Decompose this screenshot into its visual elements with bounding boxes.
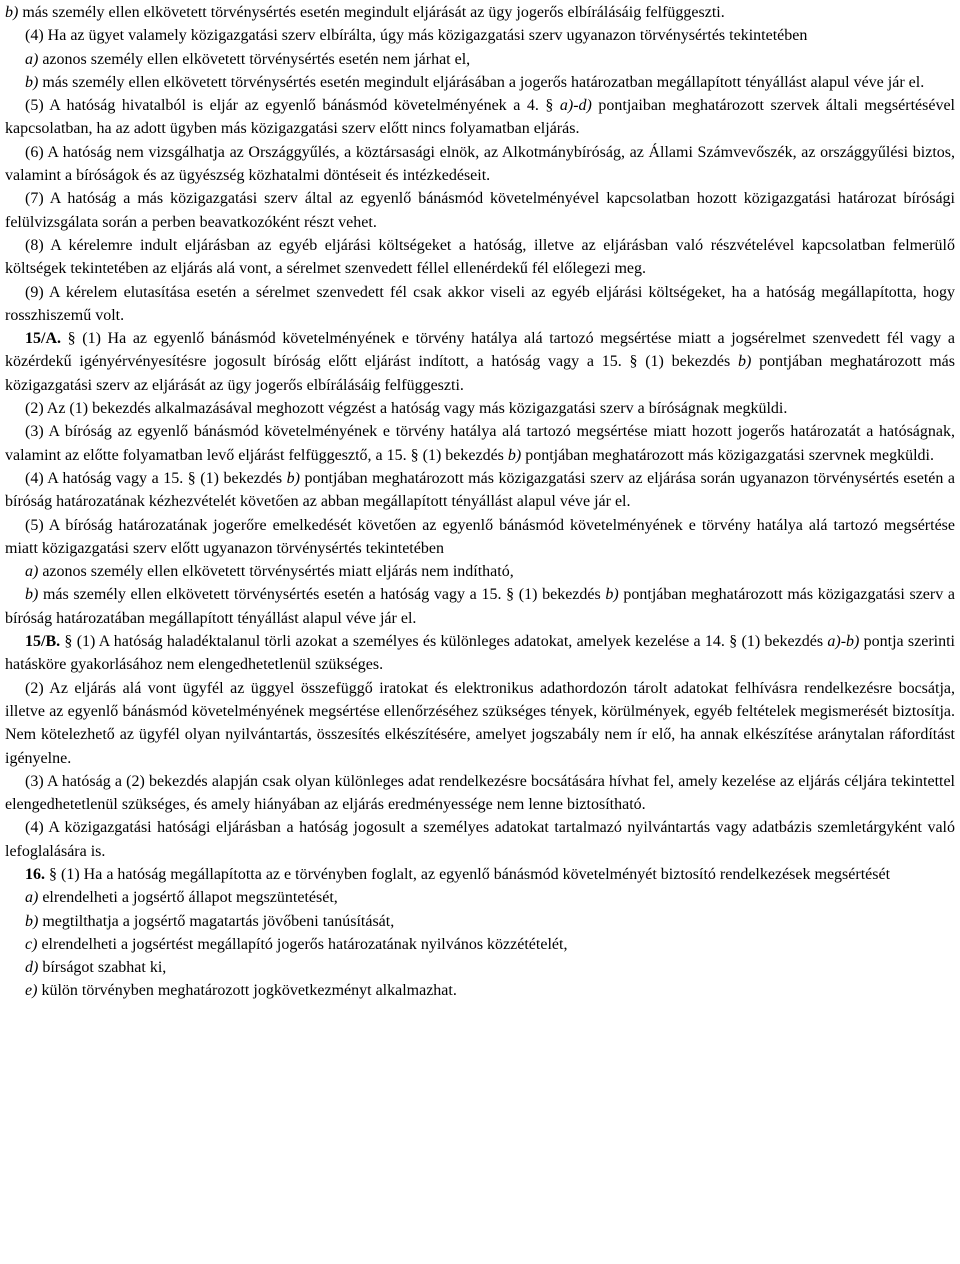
paragraph [5, 677, 955, 770]
paragraph [5, 281, 955, 328]
paragraph-text: más személy ellen elkövetett törvénysértés esetén megindult eljárásában a jogerős határozatban megállapított tényállást alapul véve jár el. [38, 73, 925, 91]
paragraph-text: pontjaiban meghatározott szervek általi megsértésével kapcsolatban, ha az adott ügyben más közigazgatási szerv előtt nincs folyamatban eljárás. [5, 97, 955, 138]
paragraph [5, 48, 955, 71]
point-label: d) [25, 959, 39, 977]
paragraph [5, 514, 955, 561]
paragraph [5, 94, 955, 141]
paragraph [5, 956, 955, 979]
paragraph-text: (7) A hatóság a más közigazgatási szerv által az egyenlő bánásmód követelményével kapcsolatban hozott közigazgatási határozat bírósági felülvizsgálata során a perben beavatkozóként részt vehet. [5, 190, 955, 231]
paragraph-text: pontjában meghatározott más közigazgatási szerv a bíróság határozatában megállapított tényállást alapul véve jár el. [5, 586, 956, 627]
point-label: a) [25, 889, 39, 907]
paragraph-text: (4) Ha az ügyet valamely közigazgatási szerv elbírálta, úgy más közigazgatási szerv ugyanazon törvénysértés tekintetében [25, 27, 808, 45]
point-label: b) [25, 586, 39, 604]
paragraph [5, 630, 955, 677]
paragraph [5, 560, 955, 583]
paragraph-text: (5) A bíróság határozatának jogerőre emelkedését követően az egyenlő bánásmód követelményének e törvény hatálya alá tartozó megsértése miatt közigazgatási szerv előtt ugyanazon törvénysértés tekintetében [5, 516, 955, 557]
paragraph-text: pontjában meghatározott más közigazgatási szervnek megküldi. [521, 446, 934, 464]
point-label: a) [25, 50, 39, 68]
paragraph [5, 1, 955, 24]
paragraph-text: bírságot szabhat ki, [38, 959, 167, 977]
point-label: b) [286, 469, 300, 487]
paragraph-text: § (1) Ha az egyenlő bánásmód követelményének e törvény hatálya alá tartozó megsértése miatt a jogsérelmet szenvedett fél vagy a közérdekű igényérvényesítésre jogosult bíróság előtt eljárást indított, a hatóság vagy a 15. § (1) bekezdés [5, 330, 955, 371]
paragraph [5, 141, 955, 188]
point-label: b) [507, 446, 522, 464]
point-label: b) [605, 586, 619, 604]
point-label: a) [25, 563, 39, 581]
paragraph-text: más személy ellen elkövetett törvénysértés esetén a hatóság vagy a 15. § (1) bekezdés [38, 586, 606, 604]
paragraph [5, 71, 955, 94]
paragraph [5, 770, 955, 817]
paragraph [5, 467, 955, 514]
paragraph [5, 933, 955, 956]
paragraph [5, 863, 955, 886]
paragraph-text: pontjában meghatározott más közigazgatási szerv az eljárása során ugyanazon törvénysértés esetén a bíróság határozatának kézhezvételét követően az abban megállapított tényállást alapul véve jár el. [5, 469, 956, 511]
paragraph-text: (2) Az (1) bekezdés alkalmazásával meghozott végzést a hatóság vagy más közigazgatási szerv a bíróságnak megküldi. [25, 400, 788, 418]
paragraph-text: (9) A kérelem elutasítása esetén a sérelmet szenvedett fél csak akkor viseli az egyéb eljárási költségeket, ha a hatóság megállapította, hogy rosszhiszemű volt. [5, 283, 955, 324]
paragraph [5, 234, 955, 281]
paragraph-text: elrendelheti a jogsértést megállapító jogerős határozatának nyilvános közzétételét, [37, 935, 568, 953]
paragraph [5, 910, 955, 933]
paragraph-text: § (1) A hatóság haladéktalanul törli azokat a személyes és különleges adatokat, amelyek kezelése a 14. § (1) bekezdés [60, 633, 828, 651]
point-label: c) [25, 935, 38, 953]
paragraph [5, 24, 955, 47]
paragraph-text: (5) A hatóság hivatalból is eljár az egyenlő bánásmód követelményének a 4. § [25, 97, 560, 115]
paragraph [5, 816, 955, 863]
paragraph [5, 327, 955, 397]
point-label: b) [5, 4, 19, 21]
paragraph-text: (8) A kérelemre indult eljárásban az egyéb eljárási költségeket a hatóság, illetve az eljárásban való részvételével kapcsolatban felmerülő költségek tekintetében az eljárás alá vont, a sérelmet szenvedett féllel ellenérdekű fél előlegezi meg. [5, 236, 955, 278]
paragraph-text: külön törvényben meghatározott jogkövetkezményt alkalmazhat. [37, 982, 457, 1000]
paragraph-text: megtilthatja a jogsértő magatartás jövőbeni tanúsítását, [38, 912, 395, 930]
paragraph-text: (6) A hatóság nem vizsgálhatja az Országgyűlés, a köztársasági elnök, az Alkotmánybíróság, az Állami Számvevőszék, az országgyűlési biztos, valamint a bíróságok és az ügyészség közhatalmi döntéseit és intézkedéseit. [5, 143, 955, 185]
section-number: 15/B. [25, 633, 61, 651]
paragraph-text: (3) A hatóság a (2) bekezdés alapján csak olyan különleges adat rendelkezésre bocsátására hívhat fel, amely kezelése az eljárás céljára tekintettel elengedhetetlenül szükséges, és amely hiányában az eljárás eredményessége nem lenne biztosítható. [5, 772, 955, 814]
paragraph-text: más személy ellen elkövetett törvénysértés esetén megindult eljárását az ügy jogerős elbírálásáig felfüggeszti. [18, 4, 725, 21]
paragraph [5, 397, 955, 420]
section-number: 15/A. [25, 330, 61, 348]
section-number: 16. [25, 865, 45, 883]
paragraph-text: (3) A bíróság az egyenlő bánásmód követelményének e törvény hatálya alá tartozó megsértése miatt hozott jogerős határozatát a hatóságnak, valamint az előtte folyamatban levő eljárást felfüggesztő, a 15. § (1) bekezdés [5, 423, 955, 464]
point-label: b) [25, 912, 39, 930]
paragraph [5, 420, 955, 467]
paragraph-text: azonos személy ellen elkövetett törvénysértés esetén nem járhat el, [38, 50, 471, 68]
point-label: a)-d) [559, 97, 592, 115]
paragraph-text: azonos személy ellen elkövetett törvénysértés miatt eljárás nem indítható, [38, 563, 514, 581]
paragraph [5, 187, 955, 234]
paragraph [5, 886, 955, 909]
point-label: b) [738, 353, 752, 371]
paragraph-text: (4) A közigazgatási hatósági eljárásban a hatóság jogosult a személyes adatokat tartalmazó nyilvántartás vagy adatbázis szemletárgyként való lefoglalására is. [5, 819, 955, 860]
paragraph-text: pontja szerinti hatásköre gyakorlásához nem elengedhetetlenül szükséges. [5, 633, 956, 674]
paragraph [5, 979, 955, 1002]
paragraph-text: § (1) Ha a hatóság megállapította az e törvényben foglalt, az egyenlő bánásmód követelményét biztosító rendelkezések megsértését [45, 865, 891, 883]
paragraph-text: (4) A hatóság vagy a 15. § (1) bekezdés [25, 469, 287, 487]
point-label: b) [25, 73, 39, 91]
paragraph-text: elrendelheti a jogsértő állapot megszüntetését, [38, 889, 338, 907]
paragraph-text: pontjában meghatározott más közigazgatási szerv az eljárását az ügy jogerős elbírálásáig felfüggeszti. [5, 353, 955, 394]
paragraph-text: (2) Az eljárás alá vont ügyfél az üggyel összefüggő iratokat és elektronikus adathordozón tárolt adatokat felhívásra rendelkezésre bocsátja, illetve az egyenlő bánásmód követelményének megsértése ellenőrzéséhez szükséges tények, körülmények, egyéb feltételek megismerését biztosítja. Nem kötelezhető az ügyfél olyan nyilvántartás, összesítés elkészítésére, amelyet jogszabály nem ír elő, ha annak elkészítése aránytalan ráfordítást igényelne. [5, 679, 955, 767]
point-label: a)-b) [827, 633, 860, 651]
paragraph [5, 583, 955, 630]
point-label: e) [25, 982, 38, 1000]
